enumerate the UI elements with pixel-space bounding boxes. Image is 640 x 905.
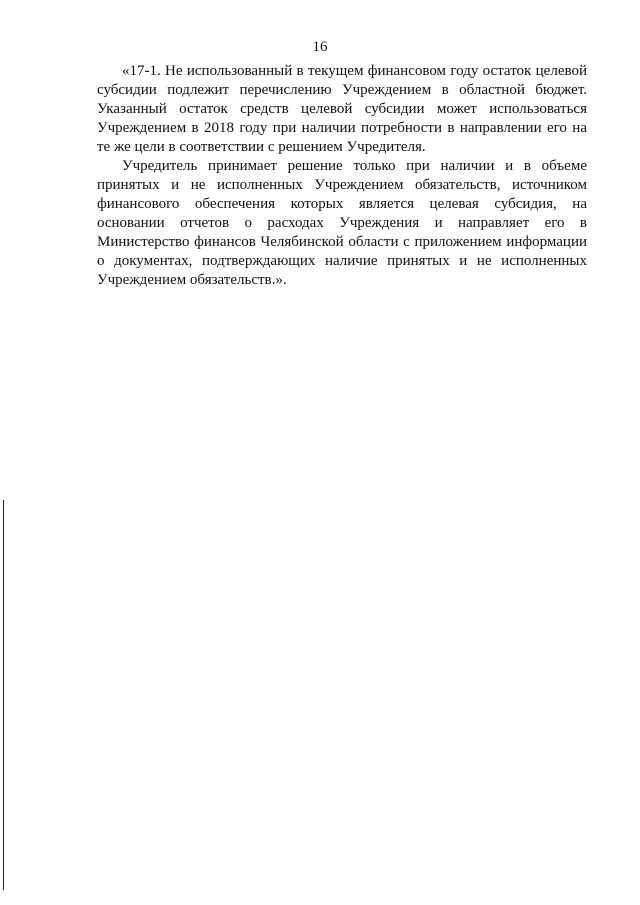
paragraph-founder-decision: Учредитель принимает решение только при наличии и в объеме принятых и не исполненных Учреждением обязательств, источником финансового обеспечения которых является целевая субсидия, на основании отчетов о расходах Учреждения и направляет его в Министерство финансов Челябинской области с приложением информации о документах, подтверждающих наличие принятых и не исполненных Учреждением обязательств.».	[97, 158, 587, 288]
page-number: 16	[312, 39, 328, 55]
paragraph-17-1: «17-1. Не использованный в текущем финансовом году остаток целевой субсидии подлежит перечислению Учреждением в областной бюджет. Указанный остаток средств целевой субсидии может использоваться Учреждением в 2018 году при наличии потребности в направлении его на те же цели в соответствии с решением Учредителя.	[97, 63, 587, 155]
scan-edge-line	[3, 500, 4, 890]
document-body	[97, 62, 587, 290]
